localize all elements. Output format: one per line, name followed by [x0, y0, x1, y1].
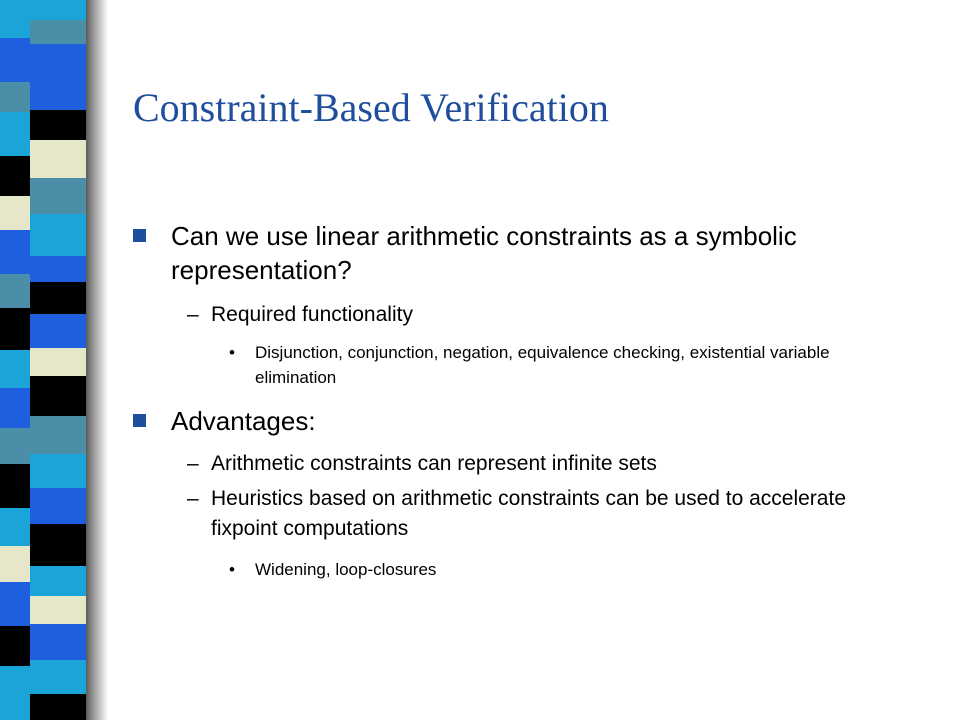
- strip-column-left: [0, 0, 30, 720]
- sub-bullet-text: Heuristics based on arithmetic constraints can be used to accelerate fixpoint computations: [211, 487, 846, 540]
- sub-bullet-infinite-sets: [187, 449, 911, 479]
- sub-bullet-text: Arithmetic constraints can represent infinite sets: [211, 452, 657, 475]
- decorative-side-strip: [0, 0, 108, 720]
- item-text: Widening, loop-closures: [255, 560, 437, 579]
- dash-marker: –: [187, 452, 199, 475]
- square-bullet-icon: [133, 229, 146, 242]
- square-bullet-icon: [133, 414, 146, 427]
- sub-bullet-text: Required functionality: [211, 303, 413, 326]
- bullet-advantages: [171, 404, 891, 438]
- bullet-text: Can we use linear arithmetic constraints as a symbolic representation?: [171, 221, 797, 285]
- item-widening: [229, 557, 895, 582]
- sub-bullet-heuristics: [187, 484, 911, 544]
- dash-marker: –: [187, 487, 199, 510]
- strip-column-right: [30, 0, 86, 720]
- item-operations: [229, 340, 895, 390]
- bullet-text: Advantages:: [171, 406, 316, 436]
- sub-bullet-required-functionality: [187, 300, 911, 330]
- dot-marker: •: [229, 560, 235, 579]
- bullet-linear-arithmetic: [171, 219, 891, 287]
- dash-marker: –: [187, 303, 199, 326]
- strip-shadow: [86, 0, 108, 720]
- dot-marker: •: [229, 343, 235, 362]
- slide-title: Constraint-Based Verification: [133, 85, 609, 130]
- item-text: Disjunction, conjunction, negation, equivalence checking, existential variable elimination: [255, 343, 830, 387]
